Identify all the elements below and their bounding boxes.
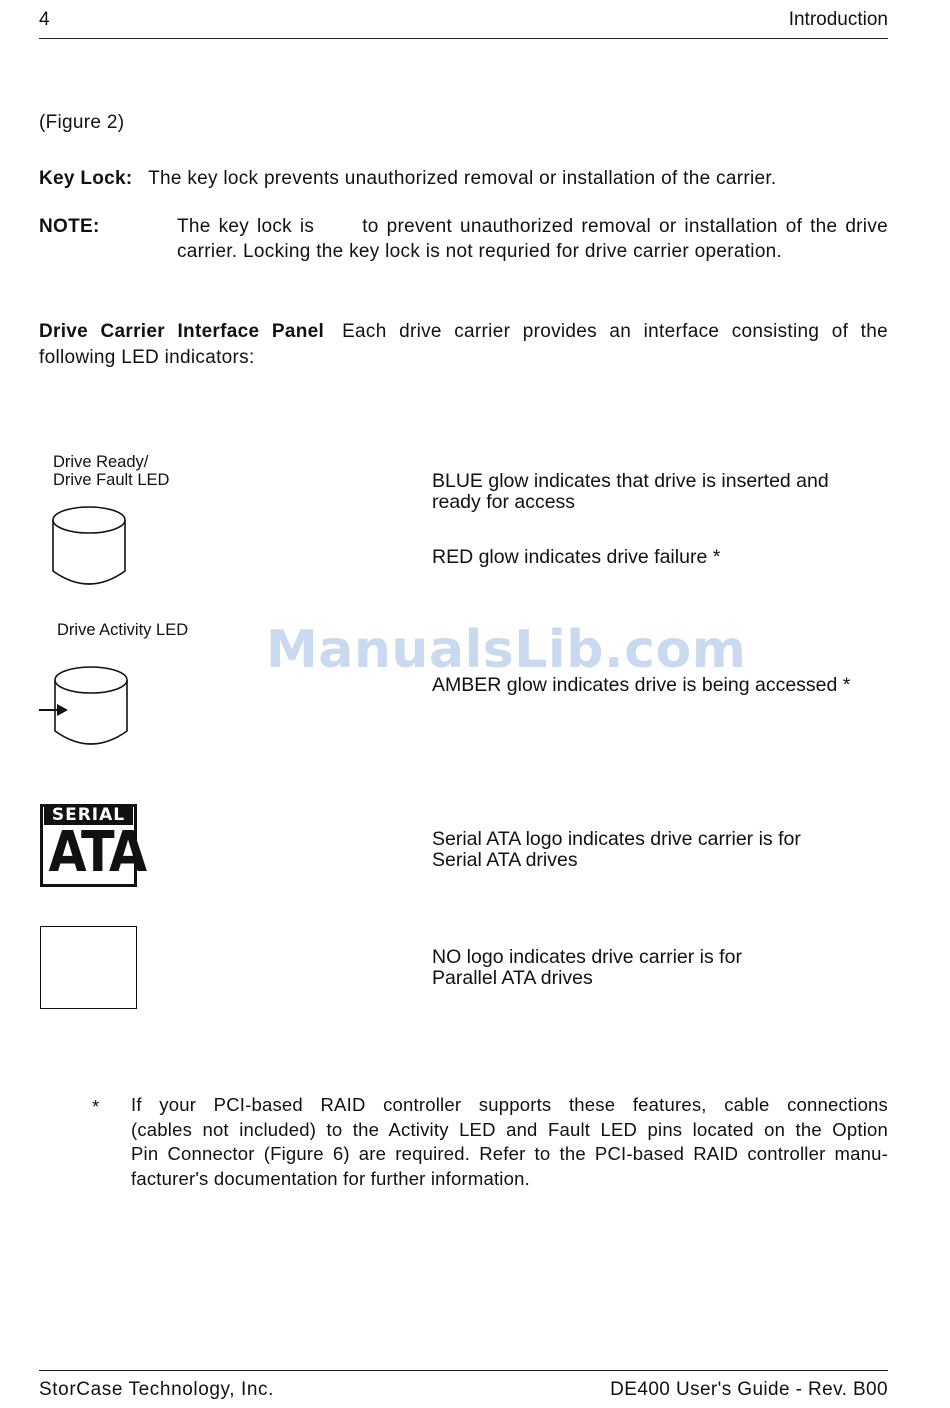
blue-glow-description [432, 471, 829, 513]
note-text [177, 214, 888, 264]
note-line-1 [177, 214, 888, 239]
ready-led-label-line-1: Drive Ready/ [53, 453, 149, 471]
interface-panel-paragraph [39, 319, 888, 371]
footnote-line-1: If your PCI-based RAID controller supports these features, cable connections [131, 1094, 888, 1115]
serial-ata-description [432, 829, 801, 871]
footer-company: StorCase Technology, Inc. [39, 1379, 275, 1400]
ready-led-label-line-2: Drive Fault LED [53, 471, 170, 489]
red-glow-description: RED glow indicates drive failure * [432, 546, 721, 568]
parallel-ata-description [432, 947, 742, 989]
section-title: Introduction [788, 9, 888, 30]
parallel-ata-desc-line-1: NO logo indicates drive carrier is for [432, 946, 742, 968]
footnote-line-3: Pin Connector (Figure 6) are required. Refer to the PCI-based RAID controller manu- [131, 1143, 888, 1164]
interface-panel-label: Drive Carrier Interface Panel [39, 321, 325, 342]
key-lock-text: The key lock prevents unauthorized removal or installation of the carrier. [148, 168, 777, 189]
key-lock-paragraph [39, 168, 777, 190]
footnote-text [131, 1093, 888, 1191]
blue-glow-line-2: ready for access [432, 491, 576, 513]
blue-glow-line-1: BLUE glow indicates that drive is inserted and [432, 470, 829, 492]
parallel-ata-desc-line-2: Parallel ATA drives [432, 967, 593, 989]
serial-ata-desc-line-2: Serial ATA drives [432, 849, 578, 871]
footnote-mark: * [92, 1096, 100, 1117]
note-line-1a: The key lock is [177, 216, 315, 237]
footer-rule [39, 1370, 888, 1371]
serial-ata-logo-bottom-text: ATA [48, 820, 146, 885]
ready-led-icon [51, 505, 127, 587]
interface-line-1 [39, 319, 888, 345]
note-label: NOTE: [39, 216, 100, 237]
figure-reference: (Figure 2) [39, 112, 125, 133]
serial-ata-logo-top-text: SERIAL [51, 805, 126, 825]
serial-ata-logo-body [43, 820, 146, 885]
no-logo-box [40, 926, 137, 1009]
note-line-2: carrier. Locking the key lock is not requried for drive carrier operation. [177, 241, 783, 262]
serial-ata-logo [40, 804, 146, 887]
page-number: 4 [39, 9, 50, 30]
serial-ata-desc-line-1: Serial ATA logo indicates drive carrier is for [432, 828, 801, 850]
watermark: ManualsLib.com [266, 620, 747, 680]
footnote-line-4: facturer's documentation for further information. [131, 1167, 530, 1189]
key-lock-label: Key Lock: [39, 168, 133, 189]
footnote-line-2: (cables not included) to the Activity LED and Fault LED pins located on the Option [131, 1118, 888, 1140]
note-line-1b: to prevent unauthorized removal or installation of the drive [362, 216, 888, 237]
interface-line-2: following LED indicators: [39, 347, 255, 368]
activity-led-label: Drive Activity LED [57, 621, 189, 639]
activity-led-icon [39, 665, 131, 747]
interface-panel-line-1: Each drive carrier provides an interface consisting of the [342, 321, 888, 342]
footer-document: DE400 User's Guide - Rev. B00 [610, 1379, 888, 1400]
ready-led-label [53, 453, 169, 489]
header-rule [39, 38, 888, 39]
amber-glow-description: AMBER glow indicates drive is being accessed * [432, 674, 851, 696]
